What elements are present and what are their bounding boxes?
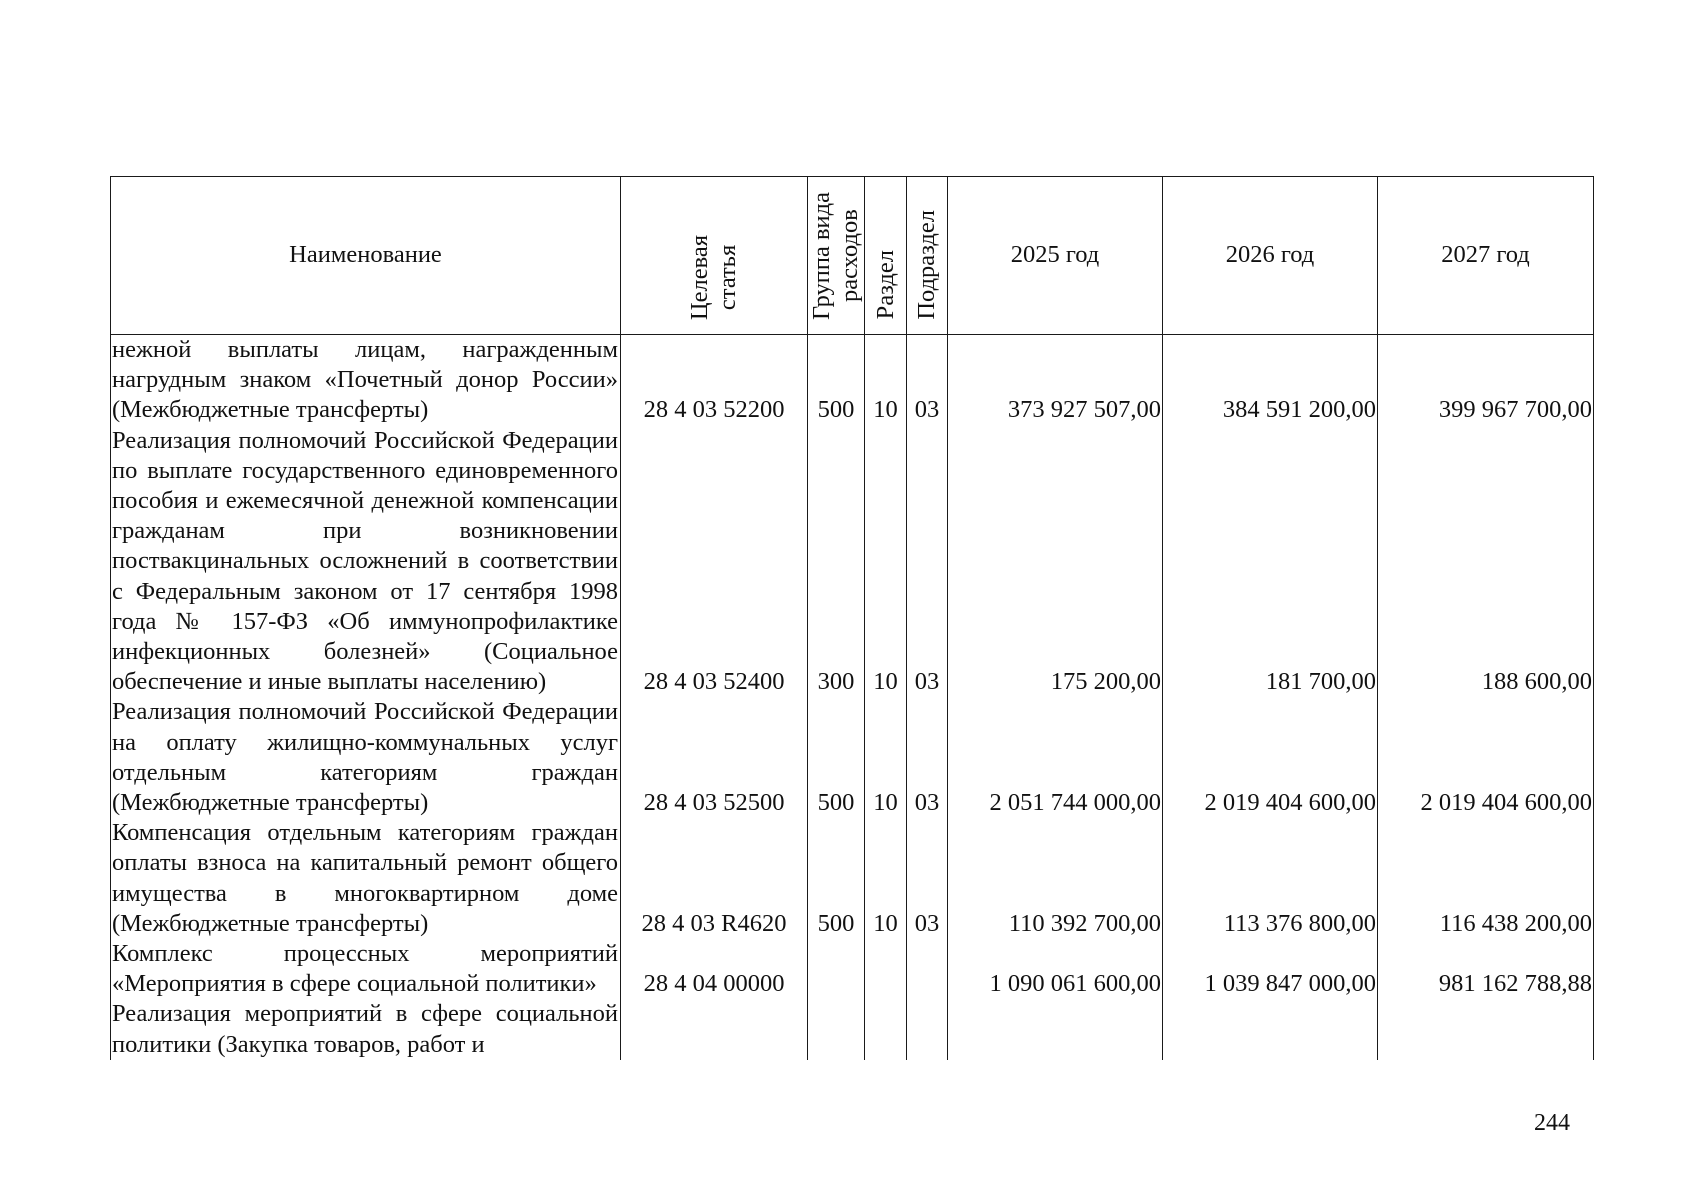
row-value-2027: 2 019 404 600,00 (1378, 697, 1594, 818)
row-target-article: 28 4 03 52400 (621, 426, 808, 698)
row-value-2026: 2 019 404 600,00 (1163, 697, 1378, 818)
row-value-2026: 113 376 800,00 (1163, 818, 1378, 939)
row-name: Реализация полномочий Российской Федерации на оплату жилищно-коммунальных услуг отдельным категориям граждан (Межбюджетные трансферты) (111, 697, 621, 818)
row-subsection: 03 (907, 697, 948, 818)
row-value-2025: 175 200,00 (948, 426, 1163, 698)
header-2025: 2025 год (948, 177, 1163, 335)
row-subsection: 03 (907, 426, 948, 698)
row-name: Реализация мероприятий в сфере социальной политики (Закупка товаров, работ и (111, 999, 621, 1059)
row-subsection: 03 (907, 818, 948, 939)
row-name: нежной выплаты лицам, награжденным нагрудным знаком «Почетный донор России» (Межбюджетные трансферты) (111, 335, 621, 426)
table-row (111, 818, 1594, 939)
row-expense-group: 500 (808, 335, 865, 426)
row-target-article (621, 999, 808, 1059)
row-section: 10 (865, 335, 907, 426)
row-target-article: 28 4 03 52200 (621, 335, 808, 426)
table-row (111, 697, 1594, 818)
page-number: 244 (1534, 1110, 1570, 1136)
row-value-2025: 110 392 700,00 (948, 818, 1163, 939)
table-header-row (111, 177, 1594, 335)
row-section (865, 939, 907, 999)
header-section: Раздел (865, 177, 907, 335)
row-section: 10 (865, 818, 907, 939)
row-value-2026: 181 700,00 (1163, 426, 1378, 698)
header-2026: 2026 год (1163, 177, 1378, 335)
row-target-article: 28 4 03 R4620 (621, 818, 808, 939)
budget-table (110, 176, 1594, 1060)
header-target-article: Целевая статья (621, 177, 808, 335)
row-value-2026: 1 039 847 000,00 (1163, 939, 1378, 999)
row-section: 10 (865, 697, 907, 818)
row-value-2027 (1378, 999, 1594, 1059)
table-row (111, 335, 1594, 426)
header-2027: 2027 год (1378, 177, 1594, 335)
header-subsection: Подраздел (907, 177, 948, 335)
row-subsection: 03 (907, 335, 948, 426)
row-value-2027: 188 600,00 (1378, 426, 1594, 698)
row-value-2027: 981 162 788,88 (1378, 939, 1594, 999)
row-value-2025 (948, 999, 1163, 1059)
row-subsection (907, 939, 948, 999)
table-row (111, 426, 1594, 698)
row-expense-group (808, 939, 865, 999)
row-value-2027: 399 967 700,00 (1378, 335, 1594, 426)
row-expense-group: 500 (808, 818, 865, 939)
row-value-2027: 116 438 200,00 (1378, 818, 1594, 939)
row-expense-group: 300 (808, 426, 865, 698)
header-name: Наименование (111, 177, 621, 335)
row-value-2025: 2 051 744 000,00 (948, 697, 1163, 818)
header-expense-group: Группа вида расходов (808, 177, 865, 335)
row-value-2026: 384 591 200,00 (1163, 335, 1378, 426)
row-value-2026 (1163, 999, 1378, 1059)
row-subsection (907, 999, 948, 1059)
row-value-2025: 1 090 061 600,00 (948, 939, 1163, 999)
row-target-article: 28 4 03 52500 (621, 697, 808, 818)
row-section: 10 (865, 426, 907, 698)
row-target-article: 28 4 04 00000 (621, 939, 808, 999)
row-value-2025: 373 927 507,00 (948, 335, 1163, 426)
row-name: Комплекс процессных мероприятий «Мероприятия в сфере социальной политики» (111, 939, 621, 999)
row-section (865, 999, 907, 1059)
table-row (111, 939, 1594, 999)
row-expense-group: 500 (808, 697, 865, 818)
row-expense-group (808, 999, 865, 1059)
row-name: Реализация полномочий Российской Федерации по выплате государственного единовременного пособия и ежемесячной денежной компенсации гражданам при возникновении поствакцинальных осложнений в соответствии с Федеральным законом от 17 сентября 1998 года № 157-ФЗ «Об иммунопрофилактике инфекционных болезней» (Социальное обеспечение и иные выплаты населению) (111, 426, 621, 698)
row-name: Компенсация отдельным категориям граждан оплаты взноса на капитальный ремонт общего имущества в многоквартирном доме (Межбюджетные трансферты) (111, 818, 621, 939)
table-row-continued (111, 999, 1594, 1059)
